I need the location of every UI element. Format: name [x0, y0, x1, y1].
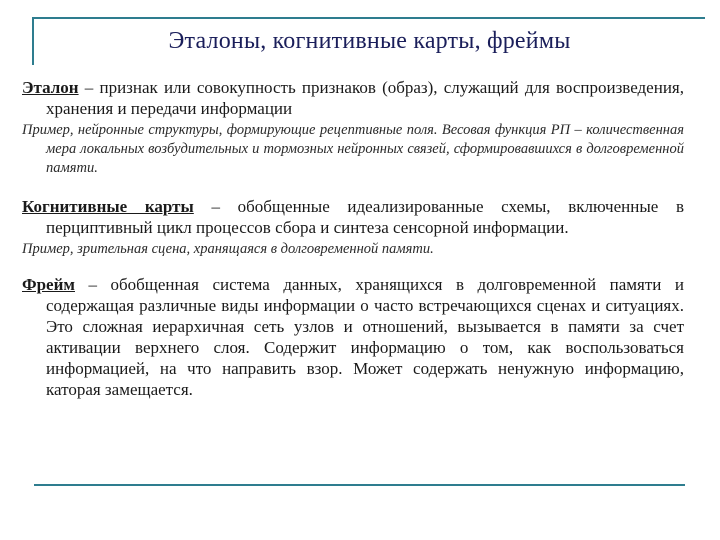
- definition-etalon: [22, 77, 684, 119]
- definition-etalon-text: – признак или совокупность признаков (образ), служащий для воспроизведения, хранения и передачи информации: [46, 78, 684, 118]
- slide-content: [22, 77, 684, 400]
- term-etalon: Эталон: [22, 78, 79, 97]
- definition-frame: [22, 274, 684, 400]
- title-frame-top-line: [32, 17, 705, 19]
- slide-title: Эталоны, когнитивные карты, фреймы: [168, 28, 571, 54]
- definition-frame-text: – обобщенная система данных, хранящихся в долговременной памяти и содержащая различные виды информации о часто встречающихся сценах и ситуациях. Это сложная иерархичная сеть узлов и отношений, вызывается в памяти за счет активации верхнего слоя. Содержит информацию о том, как воспользоваться информацией, на что направить взор. Может содержать ненужную информацию, каторая замещается.: [46, 275, 684, 399]
- term-cognitive-maps: Когнитивные карты: [22, 197, 194, 216]
- definition-cognitive-maps-text: – обобщенные идеализированные схемы, включенные в перциптивный цикл процессов сбора и синтеза сенсорной информации.: [46, 197, 684, 237]
- definition-cognitive-maps: [22, 196, 684, 238]
- term-frame: Фрейм: [22, 275, 75, 294]
- example-cognitive-maps: Пример, зрительная сцена, хранящаяся в долговременной памяти.: [22, 241, 434, 257]
- example-etalon: Пример, нейронные структуры, формирующие рецептивные поля. Весовая функция РП – количественная мера локальных возбудительных и тормозных нейронных связей, сформировавшихся в долговременной памяти.: [22, 122, 684, 176]
- bottom-divider-line: [34, 484, 685, 486]
